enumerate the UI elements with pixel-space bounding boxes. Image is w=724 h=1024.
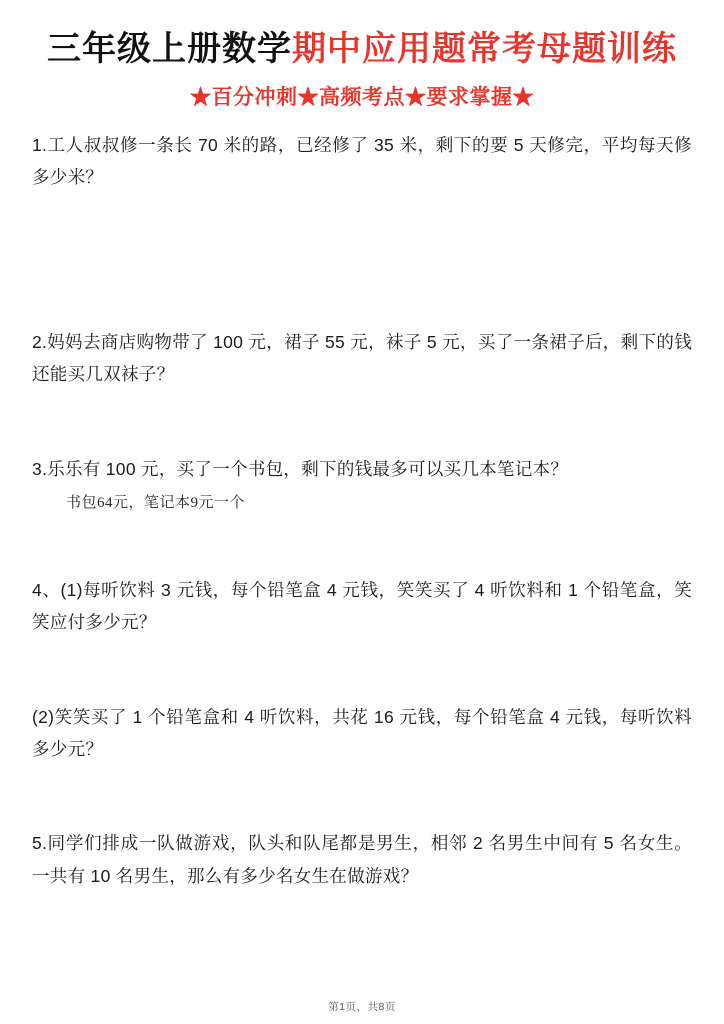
question-4b: (2)笑笑买了 1 个铅笔盒和 4 听饮料，共花 16 元钱，每个铅笔盒 4 元钱，每听饮料多少元？ <box>32 706 692 760</box>
answer-space-3 <box>18 512 706 574</box>
question-3: 3.乐乐有 100 元，买了一个书包，剩下的钱最多可以买几本笔记本？ <box>32 458 569 479</box>
page-title-part-3: 常考母题训练 <box>467 31 677 68</box>
question-4a: 4、(1)每听饮料 3 元钱，每个铅笔盒 4 元钱，笑笑买了 4 听饮料和 1 个铅笔盒，笑笑应付多少元？ <box>32 579 692 633</box>
page-title <box>18 30 706 69</box>
answer-space-5 <box>18 892 706 932</box>
answer-space-4a <box>18 639 706 701</box>
question-2: 2.妈妈去商店购物带了 100 元，裙子 55 元，袜子 5 元，买了一条裙子后，剩下的钱还能买几双袜子？ <box>32 331 692 385</box>
page-title-part-1: 三年级上册数学 <box>47 31 292 68</box>
page-title-part-2: 期中应用题 <box>292 31 467 68</box>
question-3-note: 书包64元，笔记本9元一个 <box>66 494 246 511</box>
question-1: 1.工人叔叔修一条长 70 米的路，已经修了 35 米，剩下的要 5 天修完，平均每天修多少米？ <box>32 135 692 188</box>
answer-space-2 <box>18 391 706 453</box>
question-5: 5.同学们排成一队做游戏，队头和队尾都是男生，相邻 2 名男生中间有 5 名女生。一共有 10 名男生，那么有多少名女生在做游戏？ <box>32 833 692 886</box>
answer-space-4b <box>18 765 706 827</box>
page-footer: 第1页，共8页 <box>328 1001 396 1013</box>
answer-space-1 <box>18 194 706 326</box>
page-subtitle: ★百分冲刺★高频考点★要求掌握★ <box>190 85 534 110</box>
